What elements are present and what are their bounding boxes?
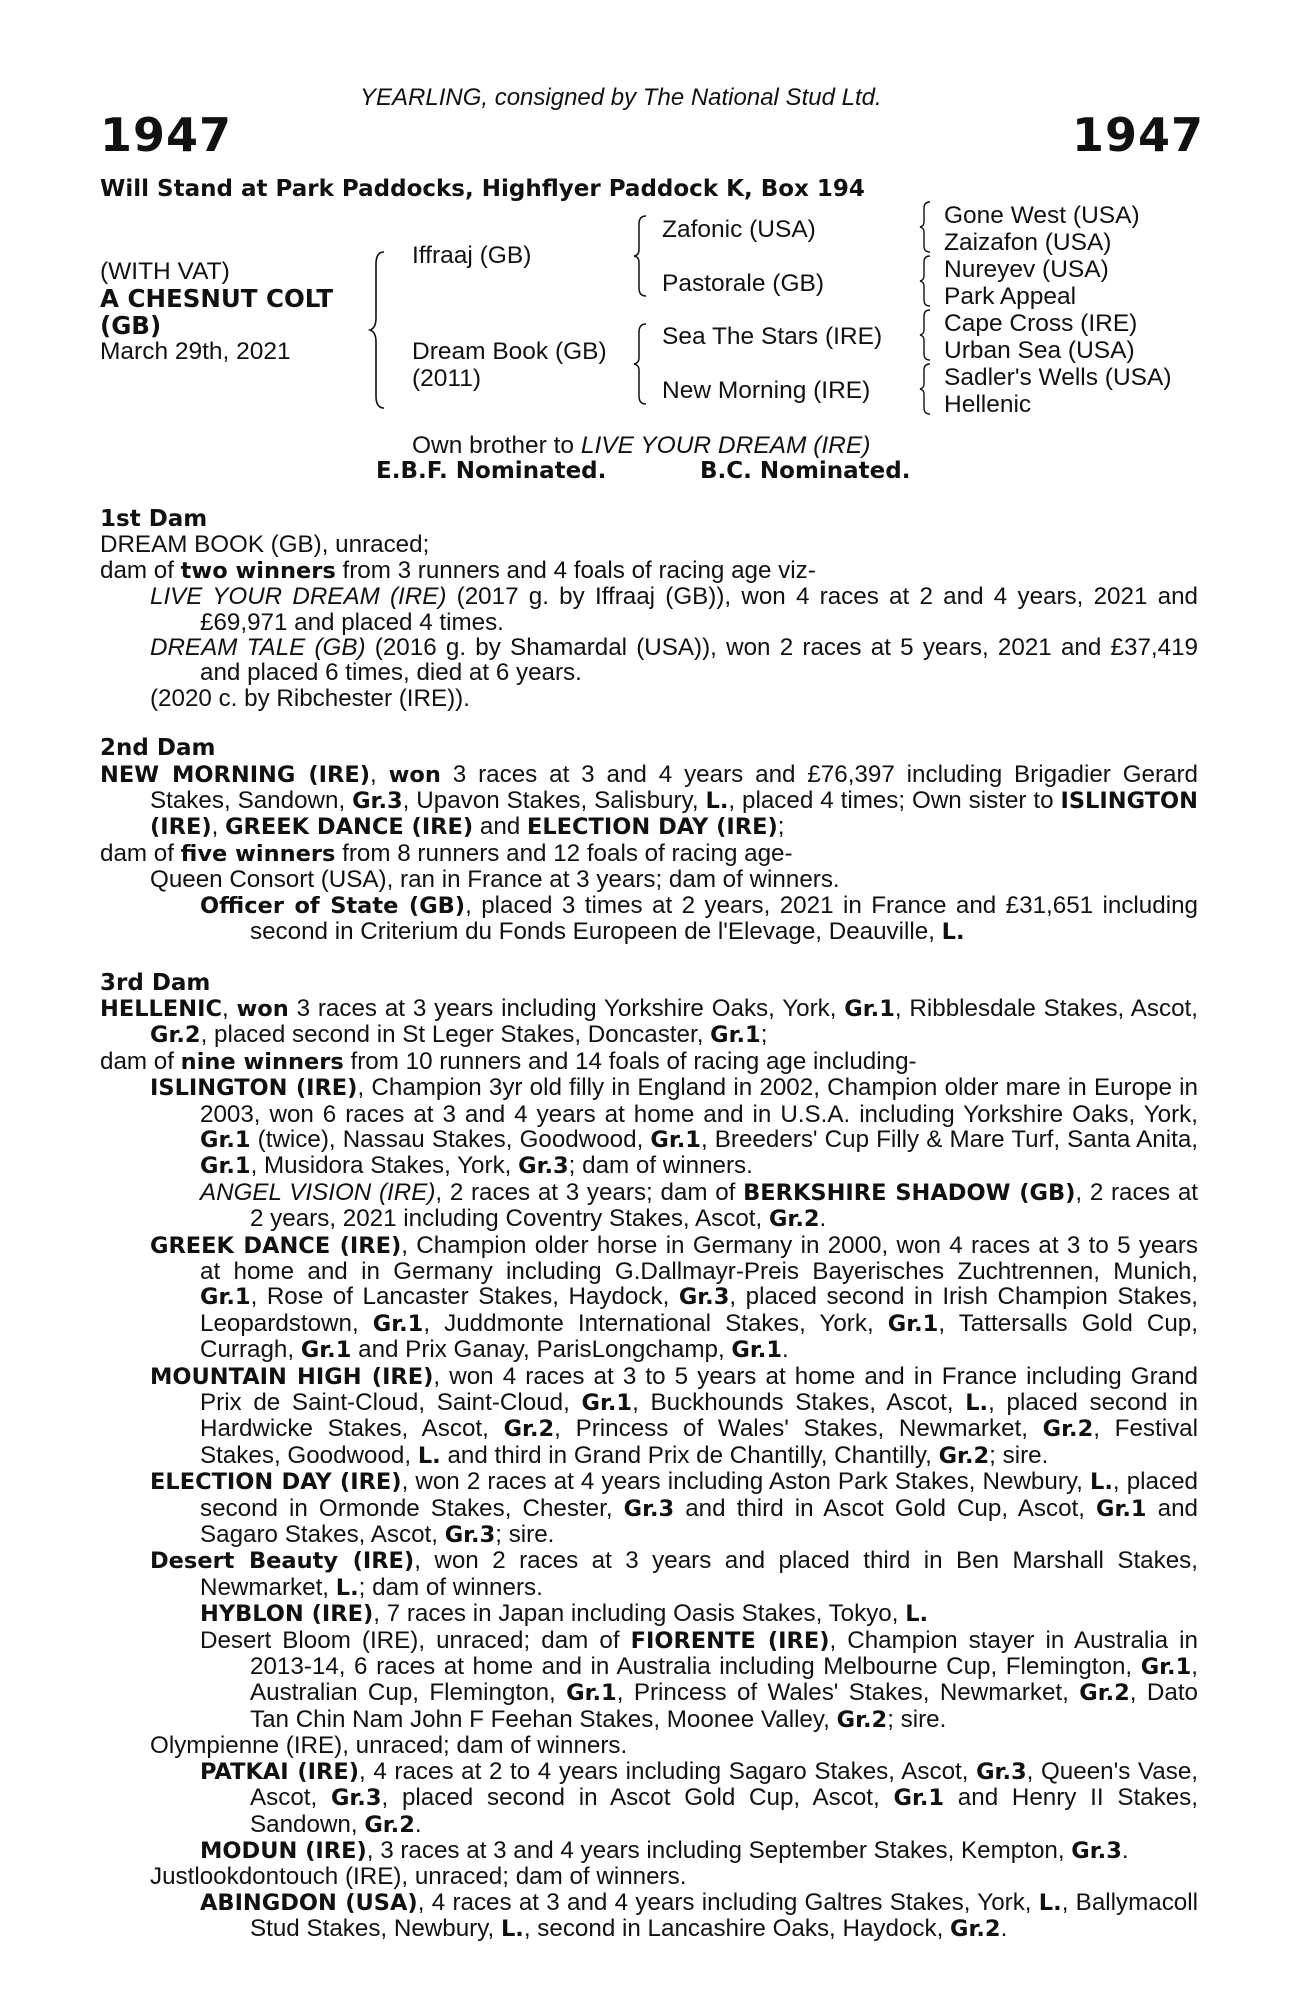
vat-note: (WITH VAT): [100, 258, 230, 285]
produce-entry: Desert Bloom (IRE), unraced; dam of FIORENTE (IRE), Champion stayer in Australia in 2013-14, 6 races at home and in Australia including Melbourne Cup, Flemington, Gr.1, Australian Cup, Flemington, Gr.1, Princess of Wales' Stakes, Newmarket, Gr.2, Dato Tan Chin Nam John F Feehan Stakes, Moonee Valley, Gr.2; sire.: [200, 1626, 1198, 1733]
produce-entry: GREEK DANCE (IRE), Champion older horse in Germany in 2000, won 4 races at 3 to 5 years at home and in Germany including G.Dallmayr-Preis Bayerisches Zuchtrennen, Munich, Gr.1, Rose of Lancaster Stakes, Haydock, Gr.3, placed second in Irish Champion Stakes, Leopardstown, Gr.1, Juddmonte International Stakes, York, Gr.1, Tattersalls Gold Cup, Curragh, Gr.1 and Prix Ganay, ParisLongchamp, Gr.1.: [150, 1231, 1199, 1364]
pedigree-brace-dam: [632, 322, 650, 406]
gg-3: Nureyev (USA): [944, 256, 1109, 283]
gg-1: Gone West (USA): [944, 202, 1140, 229]
produce-entry: ELECTION DAY (IRE), won 2 races at 4 years including Aston Park Stakes, Newbury, L., placed second in Ormonde Stakes, Chester, Gr.3 and third in Ascot Gold Cup, Ascot, Gr.1 and Sagaro Stakes, Ascot, Gr.3; sire.: [150, 1468, 1199, 1549]
pedigree-brace-g1: [918, 200, 934, 254]
pedigree-brace-main: [368, 250, 388, 410]
third-dam-produce: dam of nine winners from 10 runners and 14 foals of racing age including-: [100, 1047, 917, 1075]
produce-entry: ABINGDON (USA), 4 races at 3 and 4 years including Galtres Stakes, York, L., Ballymacoll Stud Stakes, Newbury, L., second in Lancashire Oaks, Haydock, Gr.2.: [200, 1888, 1199, 1943]
lot-number-left: 1947: [100, 108, 233, 162]
produce-entry: Queen Consort (USA), ran in France at 3 years; dam of winners.: [150, 866, 840, 894]
produce-entry: Officer of State (GB), placed 3 times at 2 years, 2021 in France and £31,651 including second in Criterium du Fonds Europeen de l'Elevage, Deauville, L.: [200, 891, 1198, 946]
first-dam-line: DREAM BOOK (GB), unraced;: [100, 531, 430, 559]
produce-entry: (2020 c. by Ribchester (IRE)).: [150, 684, 470, 712]
horse-origin: (GB): [100, 311, 162, 340]
horse-name: A CHESNUT COLT: [100, 284, 334, 313]
produce-entry: ANGEL VISION (IRE), 2 races at 3 years; dam of BERKSHIRE SHADOW (GB), 2 races at 2 years, 2021 including Coventry Stakes, Ascot, Gr.2.: [200, 1178, 1199, 1233]
pedigree-brace-g4: [918, 362, 934, 416]
sire: Iffraaj (GB): [412, 242, 532, 269]
produce-entry: DREAM TALE (GB) (2016 g. by Shamardal (USA)), won 2 races at 5 years, 2021 and £37,419 and placed 6 times, died at 6 years.: [150, 634, 1198, 687]
second-dam-produce: dam of five winners from 8 runners and 12 foals of racing age-: [100, 839, 793, 867]
pedigree-brace-sire: [632, 214, 650, 298]
pedigree-brace-g2: [918, 254, 934, 308]
produce-entry: Justlookdontouch (IRE), unraced; dam of winners.: [150, 1863, 687, 1891]
third-dam-heading: 3rd Dam: [100, 969, 211, 996]
third-dam-record: HELLENIC, won 3 races at 3 years including Yorkshire Oaks, York, Gr.1, Ribblesdale Stakes, Ascot, Gr.2, placed second in St Leger Stakes, Doncaster, Gr.1;: [100, 994, 1198, 1049]
produce-entry: LIVE YOUR DREAM (IRE) (2017 g. by Iffraaj (GB)), won 4 races at 2 and 4 years, 2021 and £69,971 and placed 4 times.: [150, 583, 1198, 636]
stand-location: Will Stand at Park Paddocks, Highflyer Paddock K, Box 194: [100, 176, 865, 202]
gg-6: Urban Sea (USA): [944, 337, 1135, 364]
dam: Dream Book (GB): [412, 338, 607, 365]
own-brother-note: Own brother to LIVE YOUR DREAM (IRE): [412, 432, 871, 459]
dam-sire: Sea The Stars (IRE): [662, 323, 883, 350]
dam-year: (2011): [412, 365, 482, 392]
ebf-nomination: E.B.F. Nominated.: [376, 458, 607, 484]
produce-entry: Desert Beauty (IRE), won 2 races at 3 years and placed third in Ben Marshall Stakes, Newmarket, L.; dam of winners.: [150, 1547, 1198, 1601]
pedigree-brace-g3: [918, 308, 934, 362]
produce-entry: MODUN (IRE), 3 races at 3 and 4 years including September Stakes, Kempton, Gr.3.: [200, 1836, 1129, 1864]
produce-entry: PATKAI (IRE), 4 races at 2 to 4 years including Sagaro Stakes, Ascot, Gr.3, Queen's Vase, Ascot, Gr.3, placed second in Ascot Gold Cup, Ascot, Gr.1 and Henry II Stakes, Sandown, Gr.2.: [200, 1757, 1198, 1838]
lot-number-right: 1947: [1071, 108, 1204, 162]
first-dam-heading: 1st Dam: [100, 506, 208, 532]
second-dam-record: NEW MORNING (IRE), won 3 races at 3 and 4 years and £76,397 including Brigadier Gerard Stakes, Sandown, Gr.3, Upavon Stakes, Salisbury, L., placed 4 times; Own sister to ISLINGTON (IRE), GREEK DANCE (IRE) and ELECTION DAY (IRE);: [100, 760, 1198, 841]
sire-sire: Zafonic (USA): [662, 216, 816, 243]
foaling-date: March 29th, 2021: [100, 338, 291, 365]
dam-dam: New Morning (IRE): [662, 377, 871, 404]
produce-entry: MOUNTAIN HIGH (IRE), won 4 races at 3 to 5 years at home and in France including Grand Prix de Saint-Cloud, Saint-Cloud, Gr.1, Buckhounds Stakes, Ascot, L., placed second in Hardwicke Stakes, Ascot, Gr.2, Princess of Wales' Stakes, Newmarket, Gr.2, Festival Stakes, Goodwood, L. and third in Grand Prix de Chantilly, Chantilly, Gr.2; sire.: [150, 1362, 1198, 1469]
bc-nomination: B.C. Nominated.: [700, 458, 911, 484]
second-dam-heading: 2nd Dam: [100, 735, 216, 762]
first-dam-produce: dam of two winners from 3 runners and 4 foals of racing age viz-: [100, 556, 816, 584]
produce-entry: ISLINGTON (IRE), Champion 3yr old filly in England in 2002, Champion older mare in Europe in 2003, won 6 races at 3 and 4 years at home and in U.S.A. including Yorkshire Oaks, York, Gr.1 (twice), Nassau Stakes, Goodwood, Gr.1, Breeders' Cup Filly & Mare Turf, Santa Anita, Gr.1, Musidora Stakes, York, Gr.3; dam of winners.: [150, 1074, 1198, 1180]
sire-dam: Pastorale (GB): [662, 270, 825, 297]
gg-8: Hellenic: [944, 391, 1032, 418]
consignor-line: YEARLING, consigned by The National Stud Ltd.: [360, 84, 882, 111]
gg-5: Cape Cross (IRE): [944, 310, 1138, 337]
gg-4: Park Appeal: [944, 283, 1077, 310]
catalogue-body: [100, 507, 1198, 1943]
produce-entry: Olympienne (IRE), unraced; dam of winners.: [150, 1732, 628, 1760]
gg-2: Zaizafon (USA): [944, 229, 1112, 256]
gg-7: Sadler's Wells (USA): [944, 364, 1172, 391]
produce-entry: HYBLON (IRE), 7 races in Japan including Oasis Stakes, Tokyo, L.: [200, 1600, 929, 1628]
